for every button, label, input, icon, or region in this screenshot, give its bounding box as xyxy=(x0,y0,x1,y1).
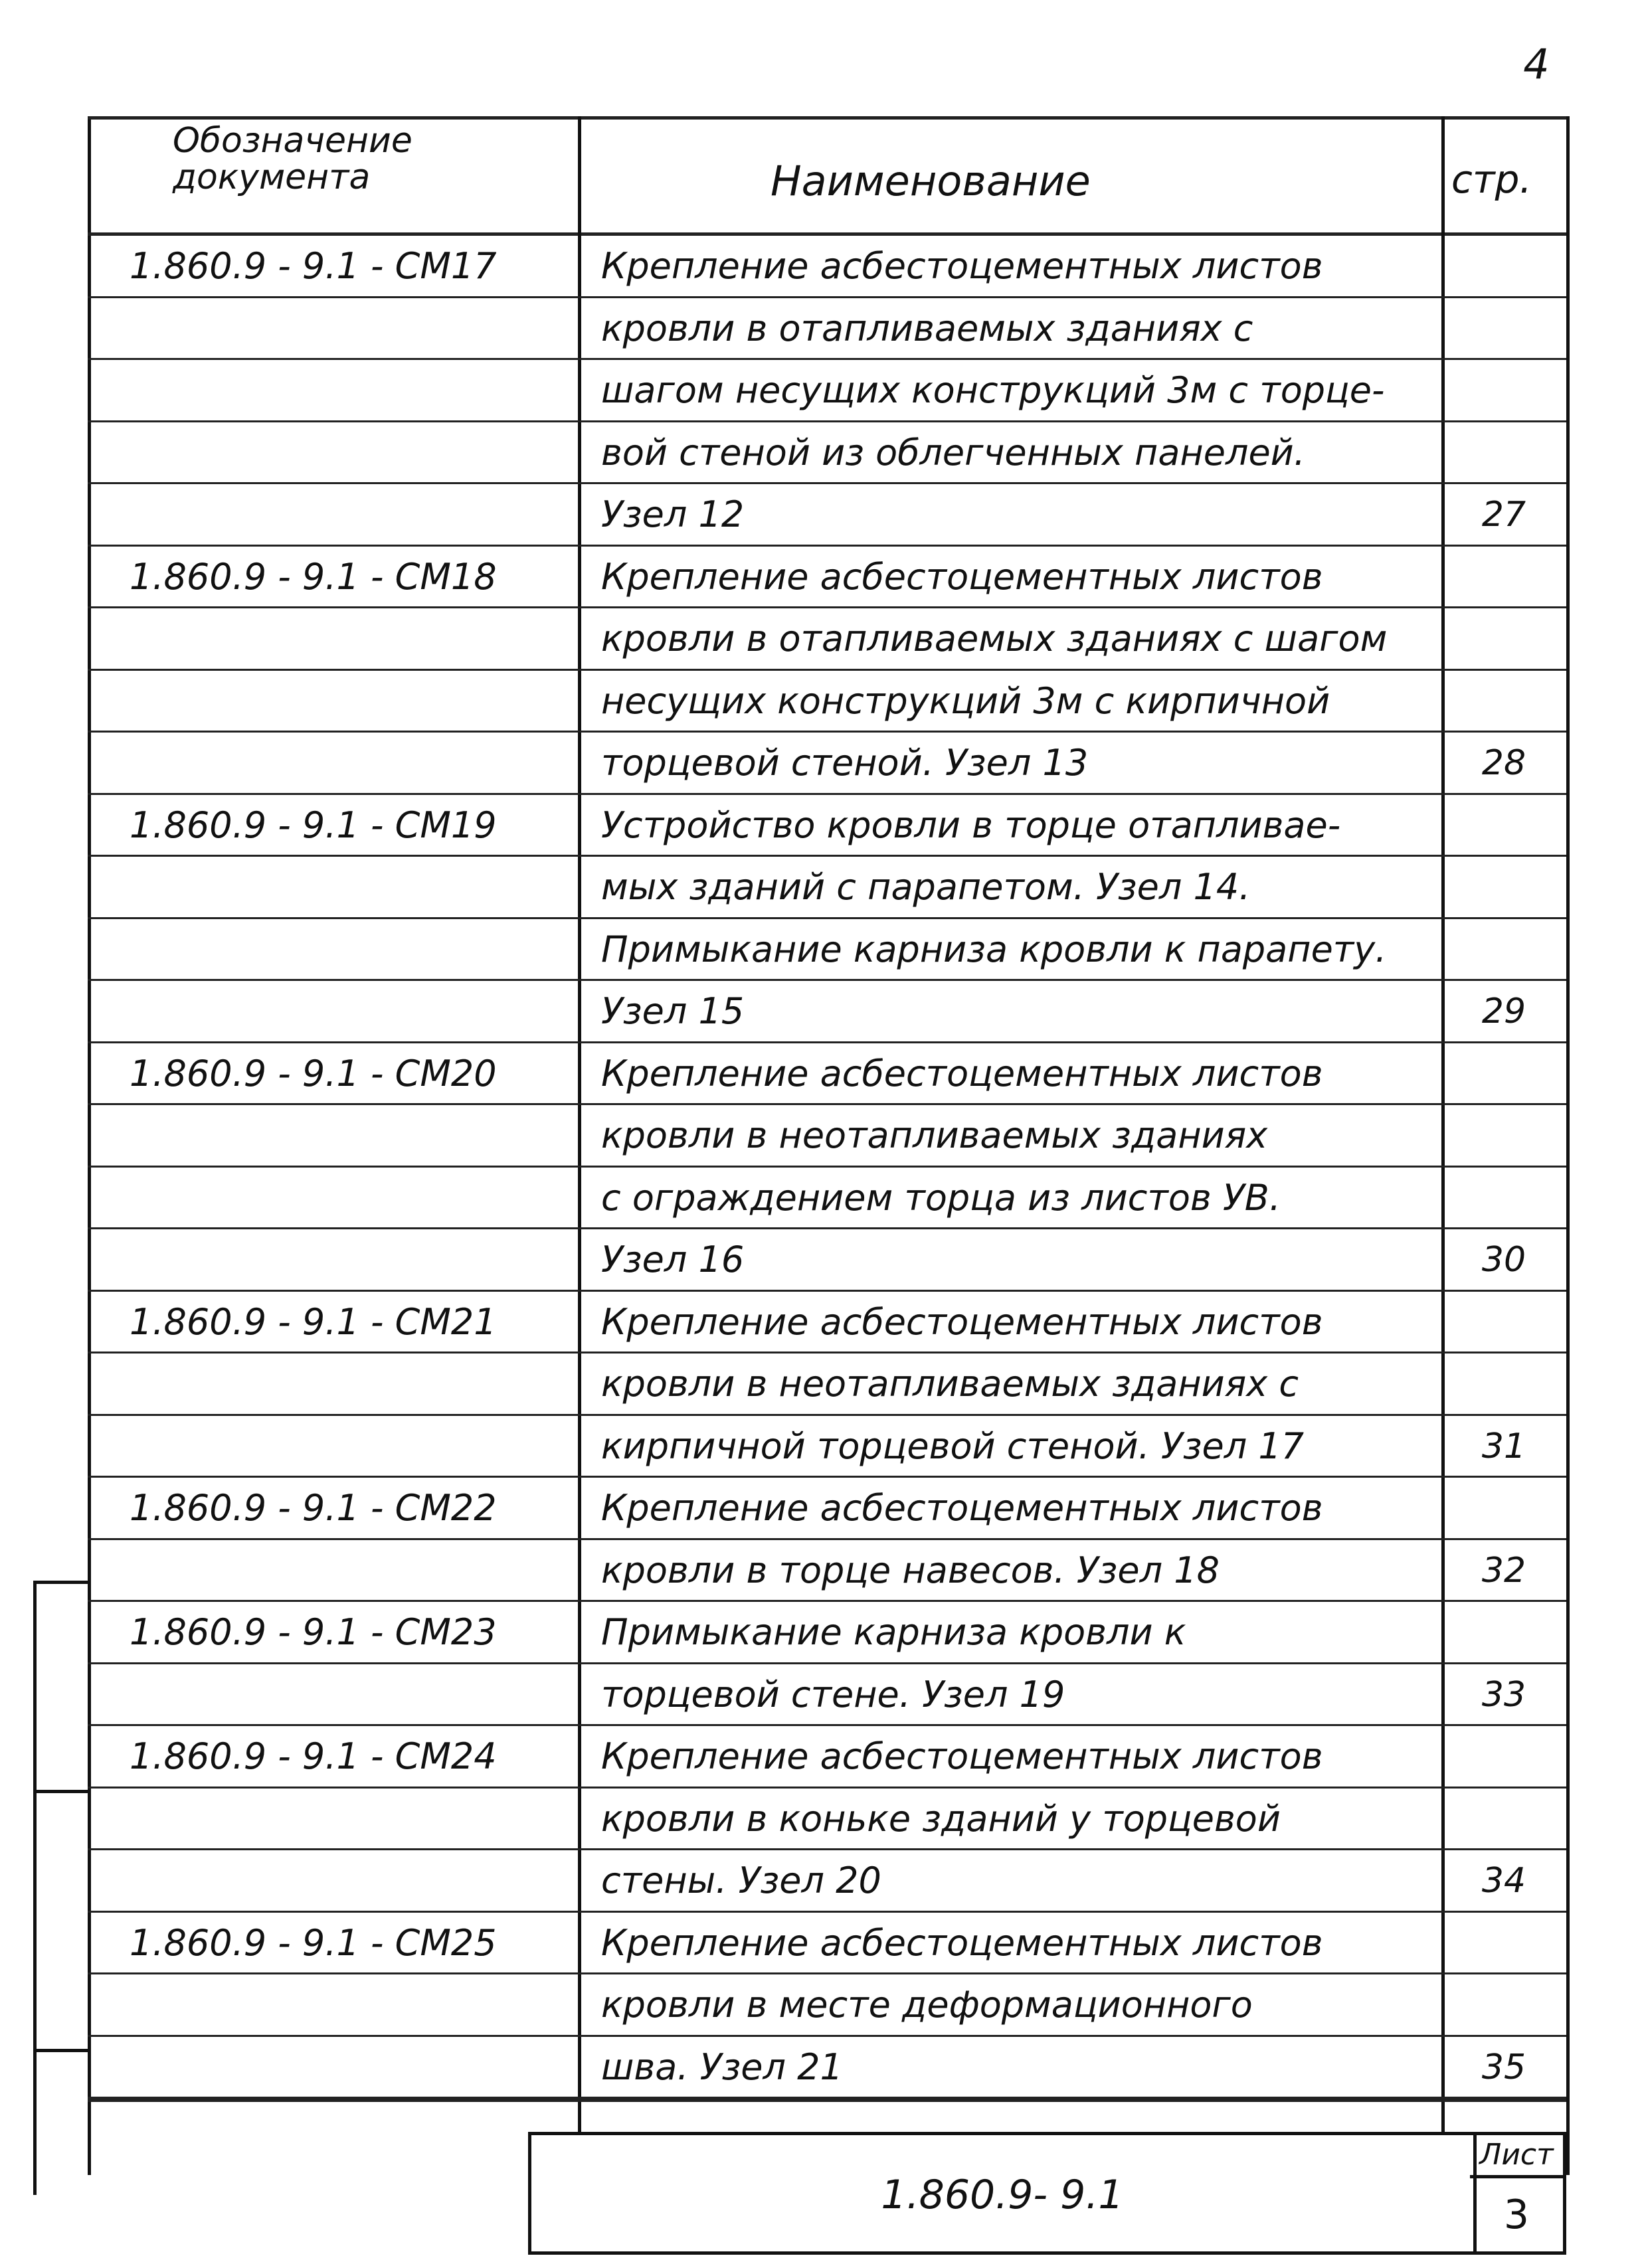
row-title: кровли в месте деформационного xyxy=(601,1984,1253,2026)
row-title: шва. Узел 21 xyxy=(601,2046,843,2088)
row-designation: 1.860.9 - 9.1 - СМ19 xyxy=(130,804,497,846)
row-rule xyxy=(88,545,1566,547)
row-page: 31 xyxy=(1481,1426,1526,1466)
row-rule xyxy=(88,606,1566,608)
row-title: Устройство кровли в торце отапливае- xyxy=(601,804,1341,846)
row-page: 27 xyxy=(1481,495,1526,535)
row-rule xyxy=(88,296,1566,298)
binding-margin-tick xyxy=(37,1790,91,1793)
row-rule xyxy=(88,855,1566,857)
row-title: Крепление асбестоцементных листов xyxy=(601,1735,1323,1777)
row-rule xyxy=(88,1972,1566,1974)
row-rule xyxy=(88,1600,1566,1602)
row-title: стены. Узел 20 xyxy=(601,1860,881,1901)
row-rule xyxy=(88,1848,1566,1850)
row-page: 30 xyxy=(1481,1240,1526,1280)
row-title: кровли в отапливаемых зданиях с шагом xyxy=(601,618,1388,659)
row-rule xyxy=(88,1476,1566,1478)
row-title: мых зданий с парапетом. Узел 14. xyxy=(601,866,1251,908)
row-rule xyxy=(88,1290,1566,1292)
row-rule xyxy=(88,1662,1566,1664)
row-page: 35 xyxy=(1481,2047,1526,2087)
row-title: кровли в отапливаемых зданиях с xyxy=(601,307,1253,349)
row-rule xyxy=(88,1041,1566,1043)
header-page: стр. xyxy=(1451,157,1532,202)
row-designation: 1.860.9 - 9.1 - СМ24 xyxy=(130,1735,497,1777)
row-title: кровли в коньке зданий у торцевой xyxy=(601,1797,1281,1840)
page-number: 4 xyxy=(1523,40,1550,88)
title-block-document-code: 1.860.9- 9.1 xyxy=(881,2172,1124,2218)
row-rule xyxy=(88,2035,1566,2037)
row-title: торцевой стеной. Узел 13 xyxy=(601,742,1089,784)
row-rule xyxy=(88,979,1566,981)
row-rule xyxy=(88,1724,1566,1726)
row-title: кирпичной торцевой стеной. Узел 17 xyxy=(601,1425,1305,1467)
binding-margin-tick xyxy=(37,2049,91,2052)
row-title: Крепление асбестоцементных листов xyxy=(601,245,1323,287)
header-bottom-rule xyxy=(88,232,1566,236)
row-title: кровли в торце навесов. Узел 18 xyxy=(601,1549,1220,1591)
header-designation-line1: Обозначение xyxy=(173,121,412,161)
row-title: Узел 15 xyxy=(601,990,745,1032)
row-rule xyxy=(88,793,1566,795)
row-rule xyxy=(88,358,1566,360)
row-title: кровли в неотапливаемых зданиях xyxy=(601,1114,1268,1156)
row-title: Узел 16 xyxy=(601,1239,745,1280)
row-rule xyxy=(88,1911,1566,1913)
header-top-rule xyxy=(88,116,1566,120)
row-rule xyxy=(88,917,1566,919)
row-designation: 1.860.9 - 9.1 - СМ18 xyxy=(130,555,497,598)
row-title: шагом несущих конструкций 3м с торце- xyxy=(601,369,1385,411)
row-page: 33 xyxy=(1481,1674,1526,1715)
row-designation: 1.860.9 - 9.1 - СМ25 xyxy=(130,1921,497,1964)
row-title: несущих конструкций 3м с кирпичной xyxy=(601,679,1330,722)
row-rule xyxy=(88,1227,1566,1229)
sheet-value: 3 xyxy=(1503,2192,1530,2238)
row-page: 28 xyxy=(1481,743,1526,783)
row-title: Примыкание карниза кровли к xyxy=(601,1611,1186,1653)
title-block xyxy=(528,2132,1477,2255)
row-rule xyxy=(88,1787,1566,1788)
row-page: 32 xyxy=(1481,1550,1526,1591)
row-rule xyxy=(88,1103,1566,1105)
row-designation: 1.860.9 - 9.1 - СМ21 xyxy=(130,1300,497,1343)
row-rule xyxy=(88,1414,1566,1416)
header-designation xyxy=(173,123,412,195)
row-rule xyxy=(88,420,1566,422)
row-rule xyxy=(88,731,1566,733)
row-rule xyxy=(88,1538,1566,1540)
row-title: торцевой стене. Узел 19 xyxy=(601,1673,1065,1715)
sheet-label: Лист xyxy=(1470,2135,1563,2178)
row-title: с ограждением торца из листов УВ. xyxy=(601,1176,1281,1219)
title-block-sheet xyxy=(1470,2132,1566,2255)
row-page: 29 xyxy=(1481,992,1526,1031)
column-divider-2 xyxy=(1441,116,1445,2132)
row-designation: 1.860.9 - 9.1 - СМ23 xyxy=(130,1611,497,1653)
header-name: Наименование xyxy=(771,157,1091,205)
row-rule xyxy=(88,669,1566,671)
row-title: Крепление асбестоцементных листов xyxy=(601,555,1323,598)
header-designation-line2: документа xyxy=(173,157,371,197)
row-rule xyxy=(88,1166,1566,1168)
row-title: Крепление асбестоцементных листов xyxy=(601,1052,1323,1094)
row-title: Примыкание карниза кровли к парапету. xyxy=(601,928,1387,970)
row-title: Крепление асбестоцементных листов xyxy=(601,1921,1323,1964)
column-divider-1 xyxy=(578,116,581,2132)
row-title: Узел 12 xyxy=(601,493,745,535)
binding-margin xyxy=(33,1581,91,2195)
row-title: кровли в неотапливаемых зданиях с xyxy=(601,1363,1299,1405)
row-page: 34 xyxy=(1481,1861,1526,1901)
row-rule xyxy=(88,482,1566,484)
row-designation: 1.860.9 - 9.1 - СМ22 xyxy=(130,1487,497,1529)
row-designation: 1.860.9 - 9.1 - СМ17 xyxy=(130,245,497,287)
table-bottom-rule xyxy=(88,2099,1566,2102)
row-title: Крепление асбестоцементных листов xyxy=(601,1487,1323,1529)
row-title: Крепление асбестоцементных листов xyxy=(601,1300,1323,1343)
row-designation: 1.860.9 - 9.1 - СМ20 xyxy=(130,1052,497,1094)
row-rule xyxy=(88,1352,1566,1353)
row-title: вой стеной из облегченных панелей. xyxy=(601,431,1305,474)
